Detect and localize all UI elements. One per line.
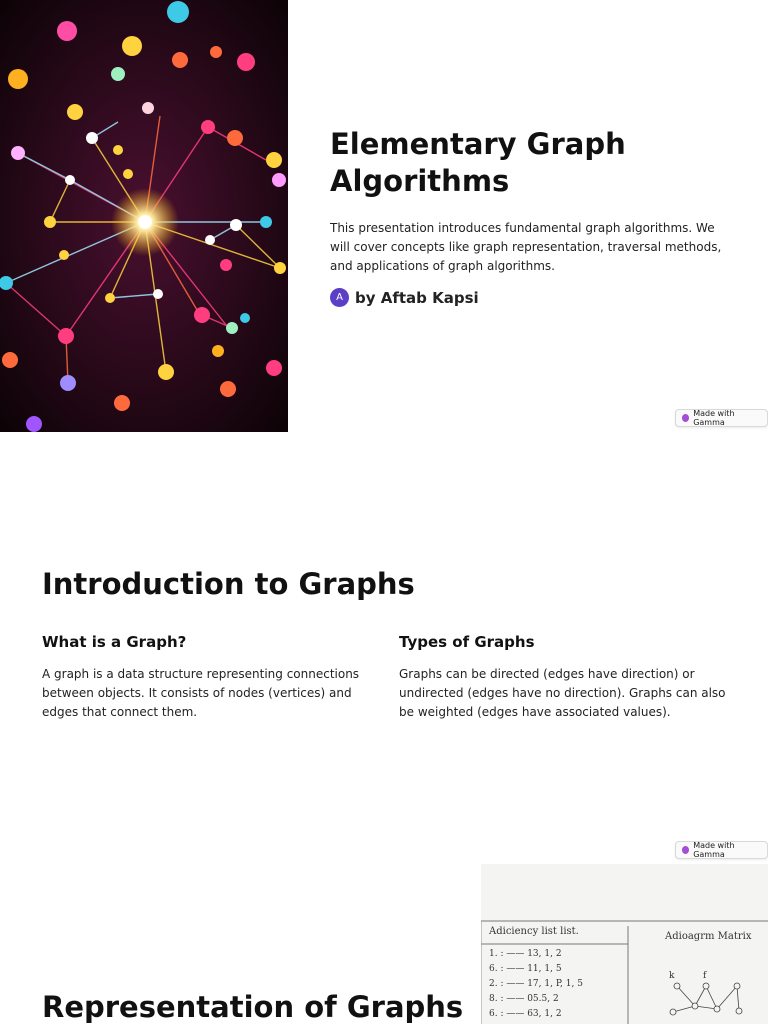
list-item: 8. : —— 05.5, 2 xyxy=(489,994,559,1004)
list-item: 1. : —— 13, 1, 2 xyxy=(489,949,562,959)
network-graph-image xyxy=(0,0,288,432)
made-with-gamma-badge[interactable] xyxy=(675,409,768,427)
list-item: 2. : —— 17, 1, P, 1, 5 xyxy=(489,979,583,989)
list-item: 6. : —— 11, 1, 5 xyxy=(489,964,562,974)
made-with-gamma-badge[interactable] xyxy=(675,841,768,859)
node-label: k xyxy=(669,971,675,981)
author-byline xyxy=(330,288,479,307)
presentation-description: This presentation introduces fundamental graph algorithms. We will cover concepts like graph representation, traversal methods, and applications of graph algorithms. xyxy=(330,221,722,273)
column-heading-types-of-graphs: Types of Graphs xyxy=(399,633,535,651)
slide-title xyxy=(0,0,768,432)
badge-label: Made with Gamma xyxy=(693,841,735,859)
badge-label: Made with Gamma xyxy=(693,409,735,427)
column-text-what-is-graph: A graph is a data structure representing connections between objects. It consists of nodes (vertices) and edges that connect them. xyxy=(42,667,360,719)
slide-heading-representation: Representation of Graphs xyxy=(42,990,464,1024)
graph-representation-image xyxy=(481,864,768,1024)
author-name: by Aftab Kapsi xyxy=(355,288,479,307)
list-item: 6. : —— 63, 1, 2 xyxy=(489,1009,562,1019)
gamma-logo-icon xyxy=(682,414,689,422)
adjacency-list-heading: Adiciency list list. xyxy=(489,926,579,937)
node-label: f xyxy=(703,971,707,981)
column-text-types-of-graphs: Graphs can be directed (edges have direction) or undirected (edges have no direction). Graphs can also be weighted (edges have associated values). xyxy=(399,667,726,719)
column-heading-what-is-graph: What is a Graph? xyxy=(42,633,187,651)
avatar: A xyxy=(330,288,349,307)
slide-title-heading: Elementary Graph Algorithms xyxy=(330,127,626,198)
slide-heading-intro: Introduction to Graphs xyxy=(42,567,415,601)
adjacency-matrix-heading: Adioagrm Matrix xyxy=(665,931,752,942)
gamma-logo-icon xyxy=(682,846,689,854)
